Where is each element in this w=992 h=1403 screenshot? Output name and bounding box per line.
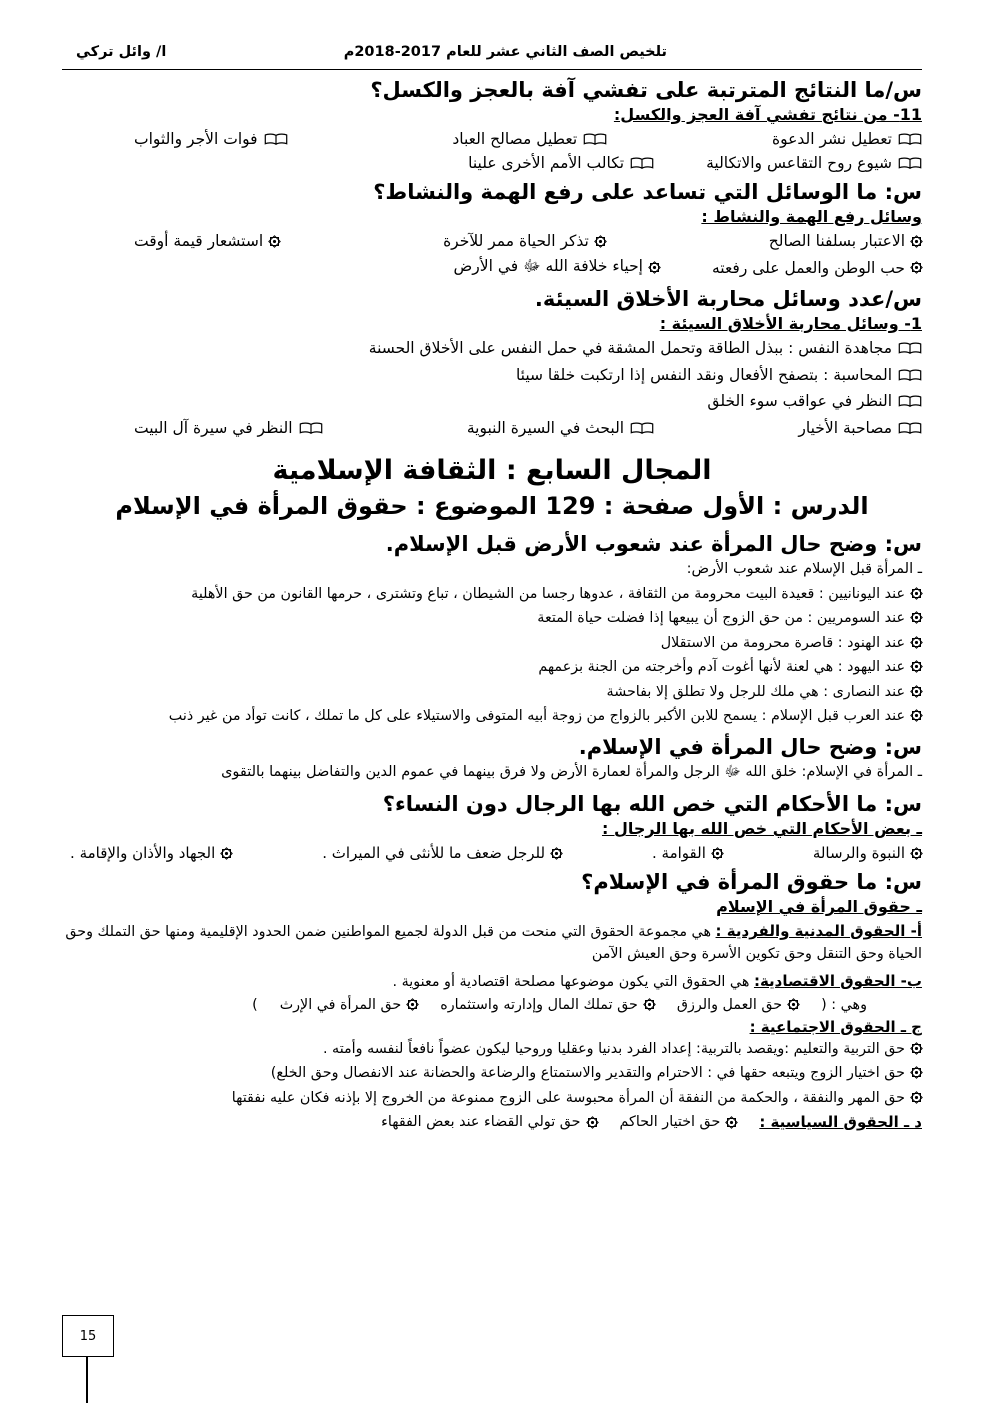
star-bullet-icon [551,848,562,859]
list-item-label: البحث في السيرة النبوية [466,419,625,438]
subhead-men-only-rulings: ـ بعض الأحكام التي خص الله بها الرجال : [601,819,922,839]
civil-rights-title: أ- الحقوق المدنية والفردية : [715,922,922,941]
star-bullet-icon [221,848,232,859]
list-item-label: النبوة والرسالة [812,844,905,863]
social-rights-title: ج ـ الحقوق الاجتماعية : [749,1017,922,1036]
footer-divider-line [86,1357,88,1403]
book-icon [898,395,922,408]
list-item-label: إحياء خلافة الله ﷻ في الأرض [453,257,643,275]
bullet-line [62,608,922,629]
star-bullet-icon [911,612,922,623]
list-item [134,130,288,148]
bullet-text: حق التربية والتعليم :ويقصد بالتربية: إعداد الفرد بدنيا وعقليا وروحيا ليكون عضواً نافعاً لنفسه وأمته . [322,1040,905,1057]
document-header [62,44,922,70]
star-bullet-icon [911,686,922,697]
list-item-label: تذكر الحياة ممر للآخرة [443,232,589,250]
women-before-islam-intro: ـ المرأة قبل الإسلام عند شعوب الأرض: [686,561,922,578]
book-icon [898,422,922,435]
list-item-label: النظر في سيرة آل البيت [134,419,293,438]
star-bullet-icon [407,999,418,1010]
star-bullet-icon [644,999,655,1010]
subhead-women-rights: ـ حقوق المرأة في الإسلام [716,897,922,917]
bullet-text: عند الهنود : قاصرة محرومة من الاستقلال [660,634,905,651]
list-item [712,259,922,277]
page-number-box [62,1315,114,1357]
bullet-text: مجاهدة النفس : ببذل الطاقة وتحمل المشقة في حمل النفس على الأخلاق الحسنة [368,339,892,357]
lesson-title: الدرس : الأول صفحة : 129 الموضوع : حقوق المرأة في الإسلام [115,492,869,521]
list-item [381,1114,597,1130]
bullet-line [62,706,922,727]
list-item [798,419,922,437]
list-item [706,154,922,172]
question-fight-bad-morals: س/عدد وسائل محاربة الأخلاق السيئة. [534,287,922,311]
star-bullet-icon [911,1092,922,1103]
list-item [772,130,922,148]
star-bullet-icon [911,1043,922,1054]
list-item [677,997,799,1013]
political-rights-title: د ـ الحقوق السياسية : [759,1113,922,1132]
bullet-text: عند السومريين : من حق الزوج أن يبيعها إذا فضلت حياة المتعة [537,610,905,627]
subhead-fight-bad-morals: 1- وسائل محاربة الأخلاق السيئة : [659,314,922,333]
economic-rights-paragraph [62,970,922,993]
economic-rights-close: ) [252,996,258,1013]
page-number: 15 [79,1328,97,1344]
book-icon [898,133,922,146]
list-item [322,844,562,862]
list-item-label: الاعتبار بسلفنا الصالح [768,232,905,250]
list-item [468,154,654,172]
list-item [454,256,660,279]
star-bullet-icon [595,236,606,247]
economic-rights-title: ب- الحقوق الاقتصادية: [753,971,922,990]
bullet-line [62,338,922,360]
bullet-text: عند النصارى : هي ملك للرجل ولا تطلق إلا بفاحشة [606,683,905,700]
list-item-label: تكالب الأمم الأخرى علينا [468,154,625,172]
list-item [813,844,922,862]
list-item-label: استشعار قيمة أوقت [134,232,264,250]
bullet-line [62,584,922,605]
list-item-label: حق اختيار الحاكم [619,1114,721,1131]
bullet-line [62,391,922,413]
economic-rights-text: هي الحقوق التي يكون موضوعها مصلحة اقتصادية أو معنوية . [392,973,750,990]
star-bullet-icon [788,999,799,1010]
bullet-text: عند اليهود : هي لعنة لأنها أغوت آدم وأخرجته من الجنة بزعمهم [538,659,905,676]
list-item [652,844,723,862]
list-item-label: حق المرأة في الإرث [279,996,402,1013]
star-bullet-icon [911,637,922,648]
men-only-rulings-row [62,844,922,862]
bullet-text: عند اليونانيين : قعيدة البيت محرومة من الثقافة ، عدوها رجسا من الشيطان ، تباع وتشترى ، حرمها القانون من حق الأهلية [191,585,905,602]
star-bullet-icon [911,661,922,672]
list-item [769,232,922,250]
motivation-row1 [62,232,922,250]
star-bullet-icon [911,848,922,859]
star-bullet-icon [712,848,723,859]
list-item-label: حق العمل والرزق [676,996,783,1013]
list-item [443,232,606,250]
bullet-text: حق المهر والنفقة ، والحكمة من النفقة أن المرأة محبوسة على الزوج ممنوعة من الخروج إلا بإذنه فكان عليه نفقتها [231,1089,905,1106]
question-women-rights: س: ما حقوق المرأة في الإسلام؟ [581,870,922,895]
laziness-results-row1 [62,130,922,148]
question-laziness-results: س/ما النتائج المترتبة على تفشي آفة بالعجز والكسل؟ [370,78,922,102]
list-item-label: الجهاد والأذان والإقامة . [70,844,216,863]
star-bullet-icon [911,262,922,273]
star-bullet-icon [726,1117,737,1128]
list-item [620,1114,738,1130]
bullet-text: حق اختيار الزوج ويتبعه حقها في : الاحترام والتقدير والاستمتاع والرضاعة والحضانة عند الانفصال وحق الخلع) [270,1065,905,1082]
bullet-line [62,682,922,703]
civil-rights-text: هي مجموعة الحقوق التي منحت من قبل الدولة لجميع المواطنين ضمن الحدود الإقليمية ومنها حق التملك وحق الحياة وحق التنقل وحق تكوين الأسرة وحق العيش الآمن [65,924,922,963]
list-item [70,844,232,862]
bullet-line [62,657,922,678]
political-rights-row [62,1113,922,1131]
document-title: تلخيص الصف الثاني عشر للعام 2017-2018م [343,44,667,60]
list-item-label: تعطيل مصالح العباد [452,130,578,148]
bullet-line [62,1063,922,1084]
list-item [134,419,323,437]
bullet-text: عند العرب قبل الإسلام : يسمح للابن الأكبر بالزواج من زوجة أبيه المتوفى والاستيلاء على كل ما تملك ، كانت توأد من غير ذنب [168,708,905,724]
star-bullet-icon [269,236,280,247]
list-item-label: حق تولي القضاء عند بعض الفقهاء [381,1114,581,1131]
list-item [440,997,655,1013]
list-item-label: القوامة . [652,844,706,863]
star-bullet-icon [587,1117,598,1128]
book-icon [898,157,922,170]
book-icon [299,422,323,435]
economic-rights-intro: وهي : ( [821,996,867,1013]
motivation-row2 [62,256,922,279]
bullet-line [62,365,922,387]
list-item-label: حق تملك المال وإدارته واستثماره [440,996,638,1013]
book-icon [898,369,922,382]
list-item-label: فوات الأجر والثواب [134,130,258,148]
laziness-results-row2 [62,154,922,172]
bullet-line [62,1039,922,1060]
star-bullet-icon [911,710,922,721]
question-men-only-rulings: س: ما الأحكام التي خص الله بها الرجال دون النساء؟ [382,792,922,817]
book-icon [264,133,288,146]
bullet-text: النظر في عواقب سوء الخلق [707,392,892,411]
women-in-islam-text: ـ المرأة في الإسلام: خلق الله ﷻ الرجل والمرأة لعمارة الأرض ولا فرق بينهما في عموم الدين والتفاضل بينهما بالتقوى [221,764,922,781]
fight-bad-morals-row [62,419,922,437]
civil-rights-paragraph [62,920,922,965]
list-item-label: تعطيل نشر الدعوة [771,130,892,148]
subhead-laziness-results: 11- من نتائج تفشي آفة العجز والكسل: [613,105,922,124]
question-motivation-means: س: ما الوسائل التي تساعد على رفع الهمة والنشاط؟ [373,180,922,204]
economic-rights-items-row [62,997,922,1013]
list-item [467,419,654,437]
star-bullet-icon [911,236,922,247]
book-icon [630,157,654,170]
list-item [452,130,607,148]
bullet-text: المحاسبة : بتصفح الأفعال ونقد النفس إذا ارتكبت خلقا سيئا [515,365,892,384]
list-item-label: شيوع روح التقاعس والاتكالية [706,154,892,172]
star-bullet-icon [649,262,660,273]
book-icon [898,342,922,355]
list-item [134,232,280,250]
book-icon [583,133,607,146]
unit-title: المجال السابع : الثقافة الإسلامية [272,455,712,487]
subhead-motivation-means: وسائل رفع الهمة والنشاط : [701,207,922,226]
list-item-label: للرجل ضعف ما للأنثى في الميراث . [322,844,546,863]
star-bullet-icon [911,1067,922,1078]
star-bullet-icon [911,588,922,599]
teacher-name: ا/ وائل تركي [76,44,167,60]
list-item-label: مصاحبة الأخيار [798,419,892,438]
bullet-line [62,1088,922,1109]
book-icon [630,422,654,435]
question-women-in-islam: س: وضح حال المرأة في الإسلام. [578,735,922,760]
list-item-label: حب الوطن والعمل على رفعته [711,258,905,277]
bullet-line [62,633,922,654]
question-women-before-islam: س: وضح حال المرأة عند شعوب الأرض قبل الإسلام. [385,532,922,557]
list-item [280,997,419,1013]
